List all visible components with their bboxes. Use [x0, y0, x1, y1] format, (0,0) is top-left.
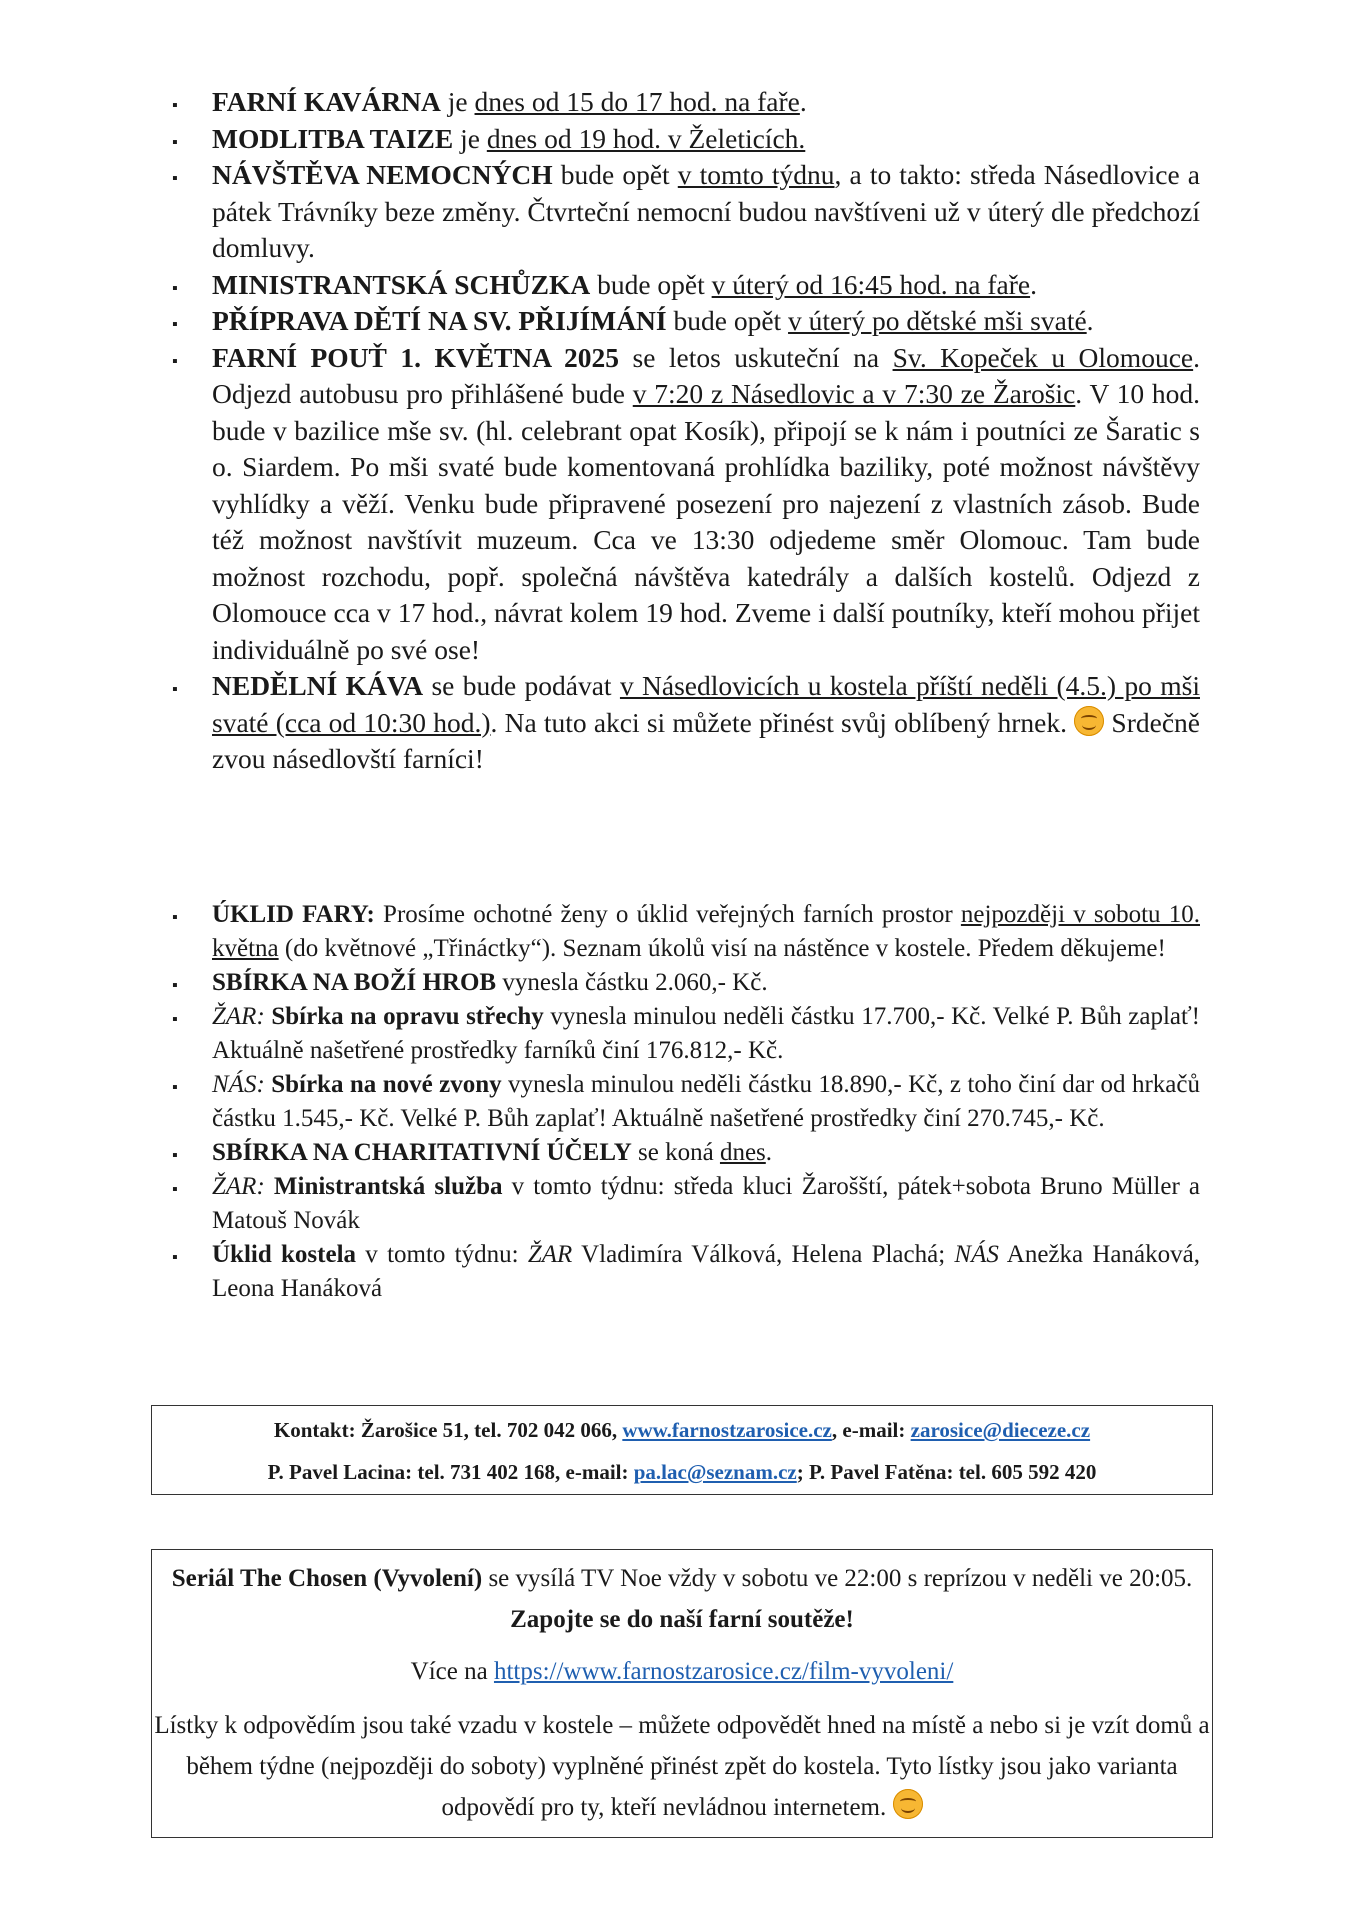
bullet-icon: ▪ [172, 279, 178, 297]
announcement-sbirka-zvony: ▪ NÁS: Sbírka na nové zvony vynesla minulou neděli částku 18.890,- Kč, z toho činí dar od hrkačů částku 1.545,- Kč. Velké P. Bůh zaplať! Aktuálně našetřené prostředky činí 270.745,- Kč. [172, 1071, 1200, 1132]
parish-prefix: NÁS: [212, 1071, 265, 1098]
announcement-priprava-deti: ▪ PŘÍPRAVA DĚTÍ NA SV. PŘIJÍMÁNÍ bude opět v úterý po dětské mši svaté. [170, 303, 1200, 340]
announcements-list [170, 84, 1200, 778]
bullet-icon: ▪ [172, 977, 178, 994]
bullet-icon: ▪ [172, 909, 178, 926]
collections-list [170, 898, 1200, 1306]
smiling-face-icon [893, 1789, 923, 1819]
bullet-icon: ▪ [172, 1011, 178, 1028]
bullet-icon: ▪ [172, 1079, 178, 1096]
announcement-title: MINISTRANTSKÁ SCHŮZKA [212, 268, 591, 300]
announcement-title: FARNÍ POUŤ 1. KVĚTNA 2025 [212, 341, 620, 373]
announcement-title: Sbírka na opravu střechy [271, 1003, 544, 1030]
announcement-sbirka-strecha: ▪ ŽAR: Sbírka na opravu střechy vynesla minulou neděli částku 17.700,- Kč. Velké P. Bůh zaplať! Aktuálně našetřené prostředky farníků činí 176.812,- Kč. [172, 1003, 1200, 1064]
announcement-title: SBÍRKA NA CHARITATIVNÍ ÚČELY [212, 1139, 632, 1166]
bullet-icon: ▪ [172, 1249, 178, 1266]
announcement-uklid-fary: ▪ ÚKLID FARY: Prosíme ochotné ženy o úklid veřejných farních prostor nejpozději v sobotu 10. května (do květnové „Třináctky“). Seznam úkolů visí na nástěnce v kostele. Předem děkujeme! [172, 901, 1200, 962]
bullet-icon: ▪ [172, 170, 178, 187]
announcement-title: NEDĚLNÍ KÁVA [212, 670, 424, 701]
announcement-modlitba-taize: ▪ MODLITBA TAIZE je dnes od 19 hod. v Želeticích. [170, 121, 1200, 158]
website-link[interactable]: www.farnostzarosice.cz [622, 1418, 832, 1442]
announcement-title: ÚKLID FARY: [212, 901, 375, 928]
announcement-farni-kavarna: ▪ FARNÍ KAVÁRNA je dnes od 15 do 17 hod. na faře. [170, 84, 1200, 121]
serial-answers: Lístky k odpovědím jsou také vzadu v kostele – můžete odpovědět hned na místě a nebo si je vzít domů a během týdne (nejpozději do soboty) vyplněné přinést zpět do kostela. Tyto lístky jsou jako varianta odpovědí pro ty, kteří nevládnou internetem. [154, 1712, 1210, 1821]
announcement-ministrantska-schuzka: ▪ MINISTRANTSKÁ SCHŮZKA bude opět v úterý od 16:45 hod. na faře. [170, 267, 1200, 304]
contact-box [151, 1405, 1213, 1495]
announcement-uklid-kostela: ▪ Úklid kostela v tomto týdnu: ŽAR Vladimíra Válková, Helena Plachá; NÁS Anežka Hanáková, Leona Hanáková [172, 1241, 1200, 1302]
bullet-icon: ▪ [172, 1181, 178, 1198]
announcement-title: MODLITBA TAIZE [212, 122, 454, 154]
announcement-sbirka-charita: ▪ SBÍRKA NA CHARITATIVNÍ ÚČELY se koná dnes. [170, 1136, 1200, 1170]
bullet-icon: ▪ [172, 681, 178, 698]
announcement-title: FARNÍ KAVÁRNA [212, 86, 441, 117]
announcement-navsteva-nemocnych: ▪ NÁVŠTĚVA NEMOCNÝCH bude opět v tomto týdnu, a to takto: středa Násedlovice a pátek Trávníky beze změny. Čtvrteční nemocní budou navštíveni už v úterý dle předchozí domluvy. [172, 159, 1200, 263]
bullet-icon: ▪ [172, 1147, 178, 1164]
announcement-title: Úklid kostela [212, 1241, 357, 1268]
email-link[interactable]: zarosice@dieceze.cz [910, 1418, 1091, 1442]
smiling-face-icon [1074, 706, 1104, 736]
announcement-nedelni-kava: ▪ NEDĚLNÍ KÁVA se bude podávat v Násedlovicích u kostela příští neděli (4.5.) po mši svaté (cca od 10:30 hod.). Na tuto akci si můžete přinést svůj oblíbený hrnek. Srdečně zvou násedlovští farníci! [172, 670, 1200, 774]
announcement-ministrantska-sluzba: ▪ ŽAR: Ministrantská služba v tomto týdnu: středa kluci Žarošští, pátek+sobota Bruno Müller a Matouš Novák [172, 1173, 1201, 1234]
priest-email-link[interactable]: pa.lac@seznam.cz [633, 1460, 797, 1484]
contact-line-parish: Kontakt: Žarošice 51, tel. 702 042 066, www.farnostzarosice.cz, e-mail: zarosice@dieceze.cz [273, 1418, 1091, 1442]
announcement-title: PŘÍPRAVA DĚTÍ NA SV. PŘIJÍMÁNÍ [212, 305, 667, 336]
bullet-icon: ▪ [172, 316, 178, 333]
serial-link[interactable]: https://www.farnostzarosice.cz/film-vyvoleni/ [493, 1658, 954, 1685]
announcement-title: NÁVŠTĚVA NEMOCNÝCH [212, 159, 553, 190]
announcement-sbirka-bozi-hrob: ▪ SBÍRKA NA BOŽÍ HROB vynesla částku 2.060,- Kč. [170, 966, 1200, 1000]
serial-cta: Zapojte se do naší farní soutěže! [510, 1606, 854, 1633]
announcement-title: Ministrantská služba [273, 1173, 503, 1200]
serial-intro: Seriál The Chosen (Vyvolení) se vysílá TV Noe vždy v sobotu ve 22:00 s reprízou v neděli ve 20:05. Zapojte se do naší farní soutěže! [171, 1565, 1193, 1633]
announcement-title: SBÍRKA NA BOŽÍ HROB [212, 969, 497, 996]
contact-line-priests: P. Pavel Lacina: tel. 731 402 168, e-mail: pa.lac@seznam.cz; P. Pavel Fatěna: tel. 605 592 420 [267, 1460, 1097, 1484]
bullet-icon: ▪ [172, 352, 178, 370]
serial-title: Seriál The Chosen (Vyvolení) [171, 1565, 483, 1592]
announcement-farni-pout: ▪ FARNÍ POUŤ 1. KVĚTNA 2025 se letos uskuteční na Sv. Kopeček u Olomouce. Odjezd autobusu pro přihlášené bude v 7:20 z Násedlovic a v 7:30 ze Žarošic. V 10 hod. bude v bazilice mše sv. (hl. celebrant opat Kosík), připojí se k nám i poutníci ze Šaratic s o. Siardem. Po mši svaté bude komentovaná prohlídka baziliky, poté možnost návštěvy vyhlídky a věží. Venku bude připravené posezení pro najezení z vlastních zásob. Bude též možnost navštívit muzeum. Cca ve 13:30 odjedeme směr Olomouc. Tam bude možnost rozchodu, popř. společná návštěva katedrály a dalších kostelů. Odjezd z Olomouce cca v 17 hod., návrat kolem 19 hod. Zveme i další poutníky, kteří mohou přijet individuálně po své ose! [172, 341, 1200, 665]
parish-prefix: ŽAR: [212, 1173, 265, 1200]
bullet-icon: ▪ [172, 133, 178, 151]
serial-more: Více na https://www.farnostzarosice.cz/film-vyvoleni/ [410, 1658, 954, 1685]
bullet-icon: ▪ [172, 97, 178, 114]
announcement-title: Sbírka na nové zvony [271, 1071, 502, 1098]
parish-prefix: ŽAR: [212, 1003, 265, 1030]
serial-box [151, 1549, 1213, 1838]
